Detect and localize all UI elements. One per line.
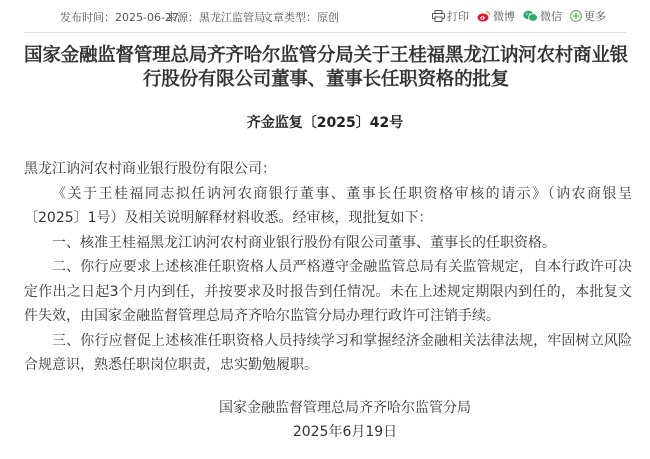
article-body bbox=[24, 157, 632, 378]
body-paragraph: 一、核准王桂福黑龙江讷河农村商业银行股份有限公司董事、董事长的任职资格。 bbox=[52, 234, 556, 251]
printer-icon bbox=[432, 10, 445, 22]
weibo-icon bbox=[477, 10, 491, 22]
print-button[interactable] bbox=[432, 8, 469, 24]
plus-circle-icon bbox=[570, 10, 582, 22]
body-paragraph: 《关于王桂福同志拟任讷河农商银行董事、董事长任职资格审核的请示》（讷农商银呈〔2025〕1号）及相关说明解释材料收悉。经审核，现批复如下： bbox=[24, 185, 632, 226]
body-paragraph: 三、你行应督促上述核准任职资格人员持续学习和掌握经济金融相关法律法规，牢固树立风险合规意识，熟悉任职岗位职责，忠实勤勉履职。 bbox=[24, 332, 632, 373]
weibo-label: 微博 bbox=[493, 10, 515, 23]
article-source: 来源：黑龙江监管局 bbox=[166, 11, 265, 24]
body-paragraph: 二、你行应要求上述核准任职资格人员严格遵守金融监管总局有关监管规定，自本行政许可决定作出之日起3个月内到任，并按要求及时报告到任情况。未在上述规定期限内到任的，本批复文件失效，由国家金融监督管理总局齐齐哈尔监管分局办理行政许可注销手续。 bbox=[24, 259, 632, 324]
recipient-line: 黑龙江讷河农村商业银行股份有限公司： bbox=[24, 161, 276, 177]
signing-date: 2025年6月19日 bbox=[292, 424, 398, 440]
article-title: 国家金融监督管理总局齐齐哈尔监管分局关于王桂福黑龙江讷河农村商业银行股份有限公司董事、董事长任职资格的批复 bbox=[24, 45, 628, 90]
more-share-button[interactable] bbox=[570, 8, 606, 24]
share-actions bbox=[432, 8, 606, 24]
more-label: 更多 bbox=[584, 10, 606, 23]
signing-organization: 国家金融监督管理总局齐齐哈尔监管分局 bbox=[219, 400, 471, 416]
wechat-label: 微信 bbox=[540, 10, 562, 23]
meta-divider bbox=[24, 32, 626, 33]
article-type: 文章类型：原创 bbox=[262, 11, 339, 24]
wechat-share-button[interactable] bbox=[523, 8, 562, 24]
weibo-share-button[interactable] bbox=[477, 8, 515, 24]
document-number: 齐金监复〔2025〕42号 bbox=[246, 115, 404, 131]
article-meta-bar bbox=[0, 0, 650, 32]
print-label: 打印 bbox=[447, 10, 469, 23]
wechat-icon bbox=[523, 10, 538, 22]
publish-date: 发布时间：2025-06-27 bbox=[60, 11, 179, 24]
